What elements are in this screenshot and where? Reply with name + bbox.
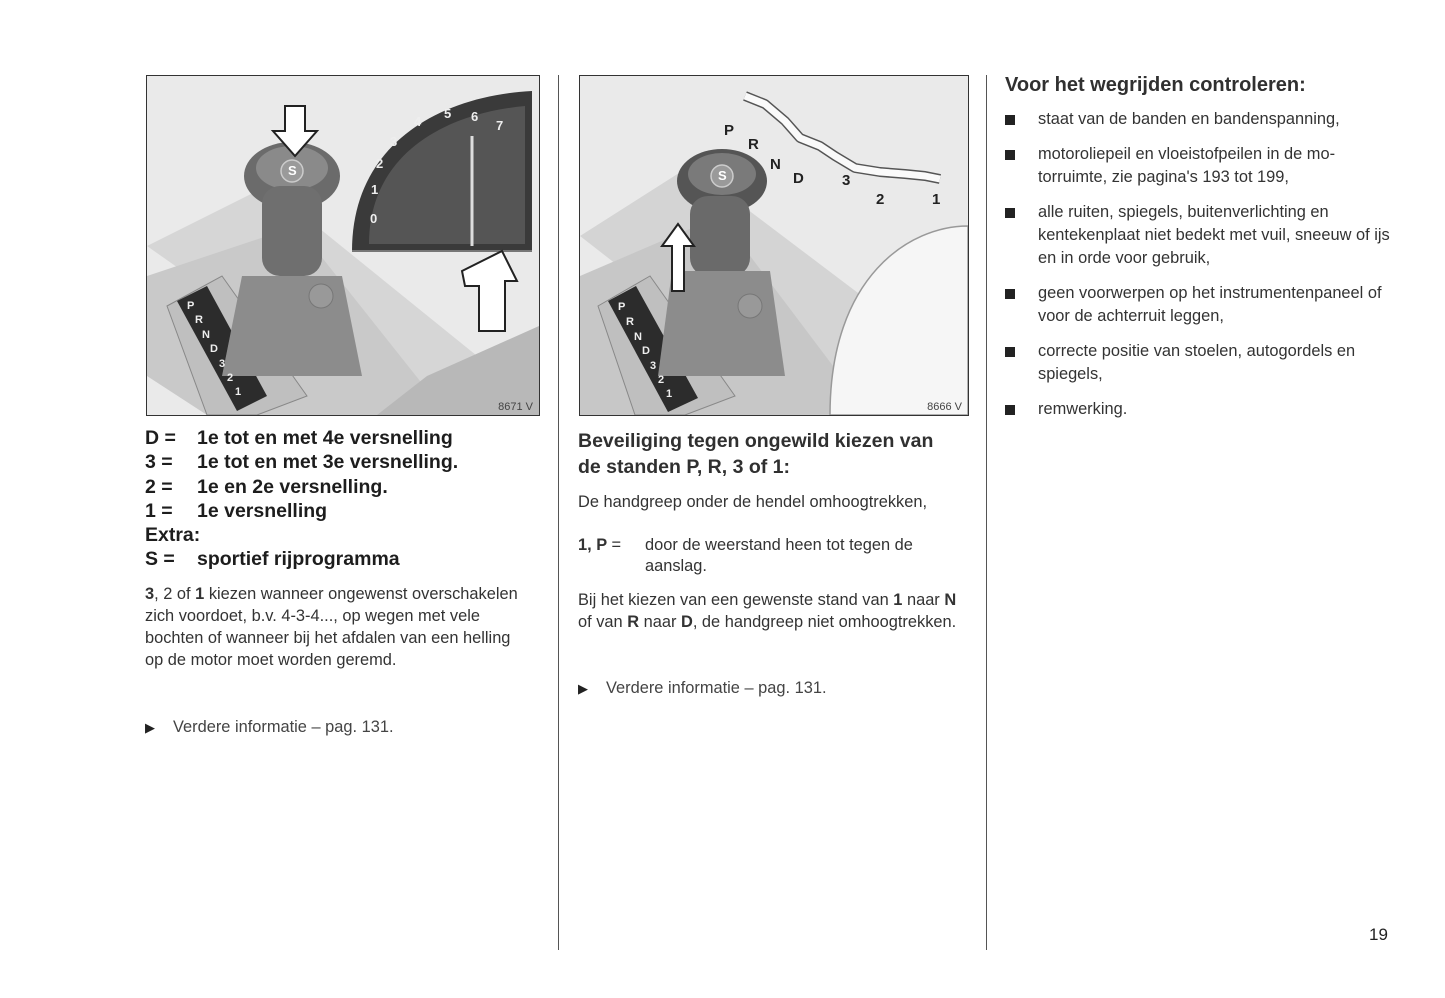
shift-path-letter: D (793, 170, 804, 187)
bold-gear: R (627, 613, 640, 631)
figure-code: 8666 V (927, 401, 962, 413)
knob-letter: S (718, 168, 727, 183)
figure-code: 8671 V (498, 401, 533, 413)
gear-position-table (145, 426, 458, 572)
shift-path-letter: 2 (876, 191, 885, 208)
pre-drive-checklist (1005, 108, 1395, 433)
gear-row (145, 450, 458, 474)
gate-letter: N (202, 329, 210, 341)
square-bullet-icon (1005, 150, 1015, 160)
intro-paragraph: De handgreep onder de hendel omhoogtrekken, (578, 493, 928, 511)
gear-selector-figure-middle (579, 75, 969, 416)
gate-letter: 2 (227, 372, 234, 384)
gate-letter: R (195, 314, 203, 326)
bold-number: 1 (195, 585, 205, 603)
text-run: , 2 of (154, 585, 196, 603)
gate-letter: D (642, 345, 650, 357)
text-run: of van (578, 613, 628, 631)
text-run: kiezen wanneer ongewenst overschakelen zich voordoet, b.v. 4-3-4..., op wegen met vele bochten of wanneer bij het afdalen van een helling op de motor moet worden geremd. (145, 585, 518, 669)
checklist-item-text: correcte positie van stoelen, autogordels en spiegels, (1038, 342, 1356, 383)
tach-number: 1 (371, 182, 379, 197)
gate-letter: 3 (219, 358, 226, 370)
checklist-item (1005, 108, 1395, 131)
checklist-item (1005, 398, 1395, 421)
square-bullet-icon (1005, 347, 1015, 357)
gate-letter: R (626, 316, 634, 328)
section-heading: Beveiliging tegen ongewild kiezen van de standen P, R, 3 of 1: (578, 430, 934, 478)
more-info-text: Verdere informatie – pag. 131. (606, 679, 827, 697)
checklist-item (1005, 340, 1395, 386)
shift-path-letter: N (770, 156, 781, 173)
downshift-paragraph (145, 583, 525, 671)
gate-lock-illustration (580, 76, 968, 415)
checklist-item-text: remwerking. (1038, 400, 1128, 418)
gear-value: 1e versnelling (197, 499, 328, 522)
text-run: naar (902, 591, 945, 609)
gate-letter: D (210, 343, 218, 355)
more-info-link[interactable] (578, 679, 827, 698)
gate-letter: 1 (666, 388, 673, 400)
tach-number: 5 (444, 106, 452, 121)
gear-value: 1e tot en met 3e versnelling. (197, 451, 459, 474)
checklist-item-text: motoroliepeil en vloeistofpeilen in de motorruimte, zie pagina's 193 tot 199, (1038, 145, 1336, 186)
text-run: , de handgreep niet omhoogtrekken. (692, 613, 957, 631)
gear-value: 1e en 2e versnelling. (197, 475, 388, 498)
column-divider-right (986, 75, 987, 950)
square-bullet-icon (1005, 208, 1015, 218)
extra-label: Extra: (145, 524, 201, 547)
knob-letter: S (288, 163, 297, 178)
tach-number: 4 (414, 114, 422, 129)
gate-letter: P (618, 301, 626, 313)
tach-number: 6 (471, 109, 479, 124)
gear-key: S = (145, 548, 175, 571)
definition-value: door de weerstand heen tot tegen de aanslag. (645, 536, 913, 575)
checklist-item-text: staat van de banden en bandenspanning, (1038, 110, 1340, 128)
more-info-link[interactable] (145, 718, 394, 737)
gear-row (145, 426, 458, 450)
checklist-item-text: geen voorwerpen op het instrumentenpaneel of voor de achterruit leggen, (1038, 284, 1382, 325)
tach-number: 7 (496, 118, 504, 133)
tach-number: 3 (390, 134, 398, 149)
gear-row (145, 475, 458, 499)
gear-row (145, 499, 458, 523)
bold-gear: D (680, 613, 693, 631)
square-bullet-icon (1005, 405, 1015, 415)
gear-row-extra (145, 547, 458, 571)
gear-key: D = (145, 427, 176, 449)
gear-value: sportief rijprogramma (197, 548, 400, 571)
tach-number: 0 (370, 211, 378, 226)
gear-key: 3 = (145, 451, 173, 474)
shift-path-letter: 1 (932, 191, 941, 208)
gear-selector-figure-left (146, 75, 540, 416)
bold-gear: 1 (893, 591, 903, 609)
shift-path-letter: R (748, 136, 759, 153)
gear-value: 1e tot en met 4e versnelling (197, 427, 453, 449)
gear-key: 1 = (145, 499, 173, 522)
checklist-item (1005, 282, 1395, 328)
definition-pair (578, 535, 968, 577)
bold-gear: N (944, 591, 957, 609)
gate-letter: 3 (650, 360, 657, 372)
more-info-text: Verdere informatie – pag. 131. (173, 718, 394, 736)
checklist-item-text: alle ruiten, spiegels, buitenverlichting en kentekenplaat niet bedekt met vuil, sneeuw of ijs en in orde voor gebruik, (1038, 203, 1390, 267)
gear-selector-illustration (147, 76, 539, 415)
column-divider-left (558, 75, 559, 950)
play-triangle-icon: ▶ (578, 680, 588, 696)
checklist-item (1005, 201, 1395, 270)
def-equals: = (611, 536, 622, 554)
text-run: naar (639, 613, 681, 631)
definition-key (578, 535, 645, 577)
shift-path-letter: 3 (842, 172, 851, 189)
gate-letter: 1 (235, 386, 242, 398)
text-run: Bij het kiezen van een gewenste stand van (578, 591, 894, 609)
checklist-item (1005, 143, 1395, 189)
selection-paragraph (578, 589, 963, 633)
gate-letter: 2 (658, 374, 665, 386)
tach-number: 2 (376, 156, 384, 171)
checklist-heading: Voor het wegrijden controleren: (1005, 74, 1306, 96)
definition-row (578, 535, 968, 577)
page-number: 19 (1369, 925, 1388, 944)
def-key-text: 1, P (578, 536, 607, 554)
play-triangle-icon: ▶ (145, 719, 155, 735)
gate-letter: N (634, 331, 642, 343)
bold-number: 3 (145, 585, 155, 603)
square-bullet-icon (1005, 115, 1015, 125)
square-bullet-icon (1005, 289, 1015, 299)
gate-letter: P (187, 300, 195, 312)
shift-path-letter: P (724, 122, 735, 139)
gear-key: 2 = (145, 475, 173, 498)
